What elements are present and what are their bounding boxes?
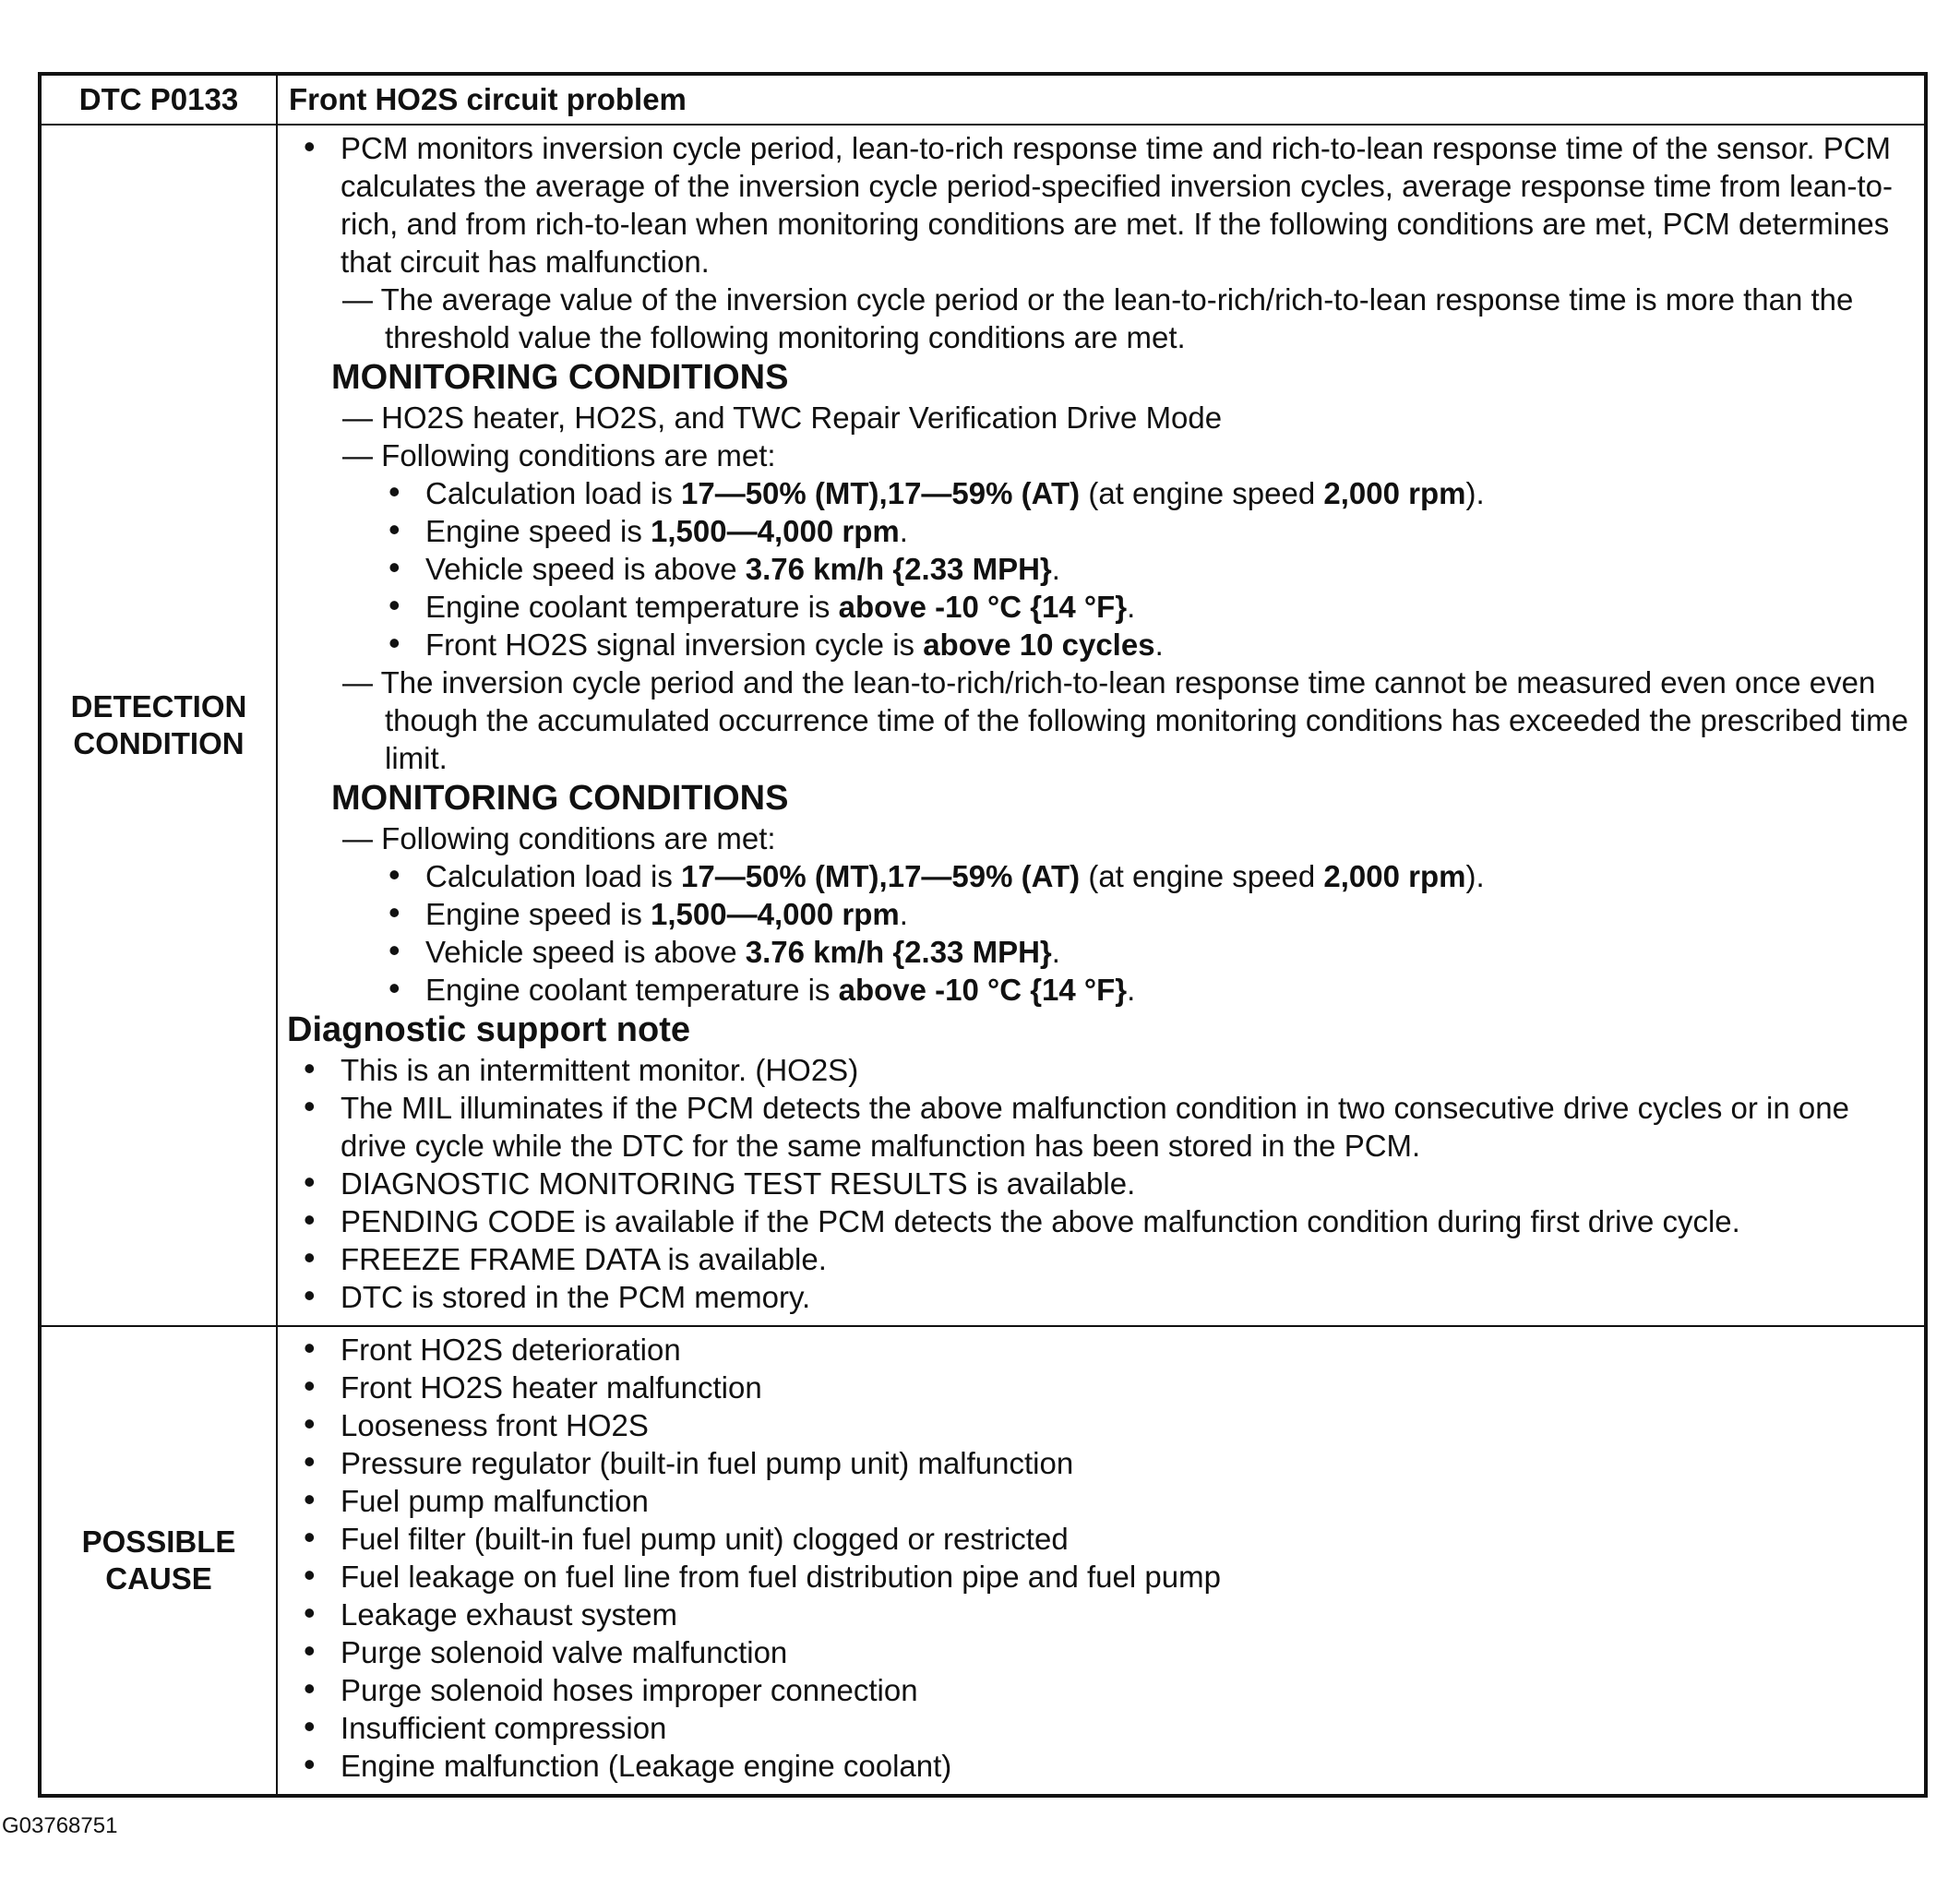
- sub-bullet-item: [287, 895, 1915, 933]
- causes-label-line: POSSIBLE: [81, 1524, 236, 1559]
- cause-item: • Looseness front HO2S: [287, 1406, 1915, 1444]
- section-heading: Diagnostic support note: [287, 1010, 690, 1049]
- dash-item: — HO2S heater, HO2S, and TWC Repair Verification Drive Mode: [342, 401, 1223, 435]
- sub-bullet-item: [287, 933, 1915, 971]
- causes-label: [40, 1326, 277, 1796]
- dash-item: — The average value of the inversion cycle period or the lean-to-rich/rich-to-lean response time is more than the threshold value the following monitoring conditions are met.: [342, 282, 1854, 354]
- label-text: Front HO2S signal inversion cycle is: [425, 628, 924, 662]
- label-text: Engine coolant temperature is: [425, 973, 839, 1007]
- dtc-code: DTC P0133: [40, 74, 277, 125]
- sub-bullet-item: [287, 857, 1915, 895]
- label-text: Engine speed is: [425, 897, 651, 931]
- label-text: Calculation load is: [425, 859, 681, 893]
- cause-item: • Pressure regulator (built-in fuel pump unit) malfunction: [287, 1444, 1915, 1482]
- detection-content: [277, 125, 1926, 1326]
- value-text: 2,000 rpm: [1323, 859, 1466, 893]
- figure-id: G03768751: [2, 1813, 118, 1838]
- bullet-item: • DIAGNOSTIC MONITORING TEST RESULTS is available.: [287, 1165, 1915, 1202]
- label-text: .: [1127, 973, 1136, 1007]
- value-text: above -10 °C {14 °F}: [838, 590, 1128, 624]
- label-text: .: [899, 897, 908, 931]
- cause-item: • Front HO2S deterioration: [287, 1331, 1915, 1369]
- value-text: above 10 cycles: [923, 628, 1155, 662]
- label-text: Calculation load is: [425, 476, 681, 510]
- value-text: 1,500—4,000 rpm: [651, 897, 900, 931]
- value-text: 1,500—4,000 rpm: [651, 514, 900, 548]
- bullet-item: • FREEZE FRAME DATA is available.: [287, 1240, 1915, 1278]
- label-text: ).: [1465, 859, 1485, 893]
- bullet-item: • PCM monitors inversion cycle period, lean-to-rich response time and rich-to-lean response time of the sensor. PCM calculates the average of the inversion cycle period-specified inversion cycles, average response time from lean-to-rich, and from rich-to-lean when monitoring conditions are met. If the following conditions are met, PCM determines that circuit has malfunction.: [287, 129, 1915, 281]
- bullet-item: • This is an intermittent monitor. (HO2S): [287, 1051, 1915, 1089]
- cause-item: • Insufficient compression: [287, 1709, 1915, 1747]
- detection-label: [40, 125, 277, 1326]
- causes-content: [277, 1326, 1926, 1796]
- sub-bullet-item: [287, 588, 1915, 626]
- label-text: .: [1051, 935, 1060, 969]
- label-text: Engine speed is: [425, 514, 651, 548]
- section-heading: MONITORING CONDITIONS: [331, 779, 789, 818]
- value-text: 17—50% (MT),17—59% (AT): [681, 859, 1081, 893]
- section-heading: MONITORING CONDITIONS: [331, 358, 789, 397]
- cause-item: • Purge solenoid valve malfunction: [287, 1633, 1915, 1671]
- cause-item: • Fuel pump malfunction: [287, 1482, 1915, 1520]
- dash-item: — Following conditions are met:: [342, 438, 776, 472]
- sub-bullet-item: [287, 626, 1915, 664]
- label-text: .: [1051, 552, 1060, 586]
- dash-item: — The inversion cycle period and the lean-to-rich/rich-to-lean response time cannot be measured even once even though the accumulated occurrence time of the following monitoring conditions has exceeded the prescribed time limit.: [342, 665, 1908, 775]
- cause-item: • Engine malfunction (Leakage engine coolant): [287, 1747, 1915, 1785]
- causes-label-line: CAUSE: [105, 1561, 212, 1596]
- value-text: above -10 °C {14 °F}: [838, 973, 1128, 1007]
- detection-label-line: CONDITION: [73, 726, 245, 760]
- cause-item: • Leakage exhaust system: [287, 1596, 1915, 1633]
- sub-bullet-item: [287, 971, 1915, 1009]
- label-text: .: [1127, 590, 1136, 624]
- dash-item: — Following conditions are met:: [342, 821, 776, 855]
- label-text: .: [1154, 628, 1164, 662]
- sub-bullet-item: [287, 474, 1915, 512]
- label-text: (at engine speed: [1080, 476, 1324, 510]
- value-text: 3.76 km/h {2.33 MPH}: [745, 935, 1052, 969]
- bullet-item: • DTC is stored in the PCM memory.: [287, 1278, 1915, 1316]
- cause-item: • Front HO2S heater malfunction: [287, 1369, 1915, 1406]
- dtc-table: [38, 72, 1928, 1798]
- sub-bullet-item: [287, 550, 1915, 588]
- cause-item: • Purge solenoid hoses improper connection: [287, 1671, 1915, 1709]
- causes-row: [40, 1326, 1926, 1796]
- value-text: 3.76 km/h {2.33 MPH}: [745, 552, 1052, 586]
- sub-bullet-item: [287, 512, 1915, 550]
- value-text: 2,000 rpm: [1323, 476, 1466, 510]
- dtc-title: Front HO2S circuit problem: [277, 74, 1926, 125]
- label-text: Vehicle speed is above: [425, 552, 746, 586]
- label-text: ).: [1465, 476, 1485, 510]
- cause-item: • Fuel filter (built-in fuel pump unit) clogged or restricted: [287, 1520, 1915, 1558]
- value-text: 17—50% (MT),17—59% (AT): [681, 476, 1081, 510]
- label-text: Engine coolant temperature is: [425, 590, 839, 624]
- bullet-item: • The MIL illuminates if the PCM detects the above malfunction condition in two consecutive drive cycles or in one drive cycle while the DTC for the same malfunction has been stored in the PCM.: [287, 1089, 1915, 1165]
- label-text: .: [899, 514, 908, 548]
- bullet-item: • PENDING CODE is available if the PCM detects the above malfunction condition during first drive cycle.: [287, 1202, 1915, 1240]
- label-text: (at engine speed: [1080, 859, 1324, 893]
- cause-item: • Fuel leakage on fuel line from fuel distribution pipe and fuel pump: [287, 1558, 1915, 1596]
- detection-row: [40, 125, 1926, 1326]
- detection-label-line: DETECTION: [70, 689, 247, 723]
- header-row: [40, 74, 1926, 125]
- label-text: Vehicle speed is above: [425, 935, 746, 969]
